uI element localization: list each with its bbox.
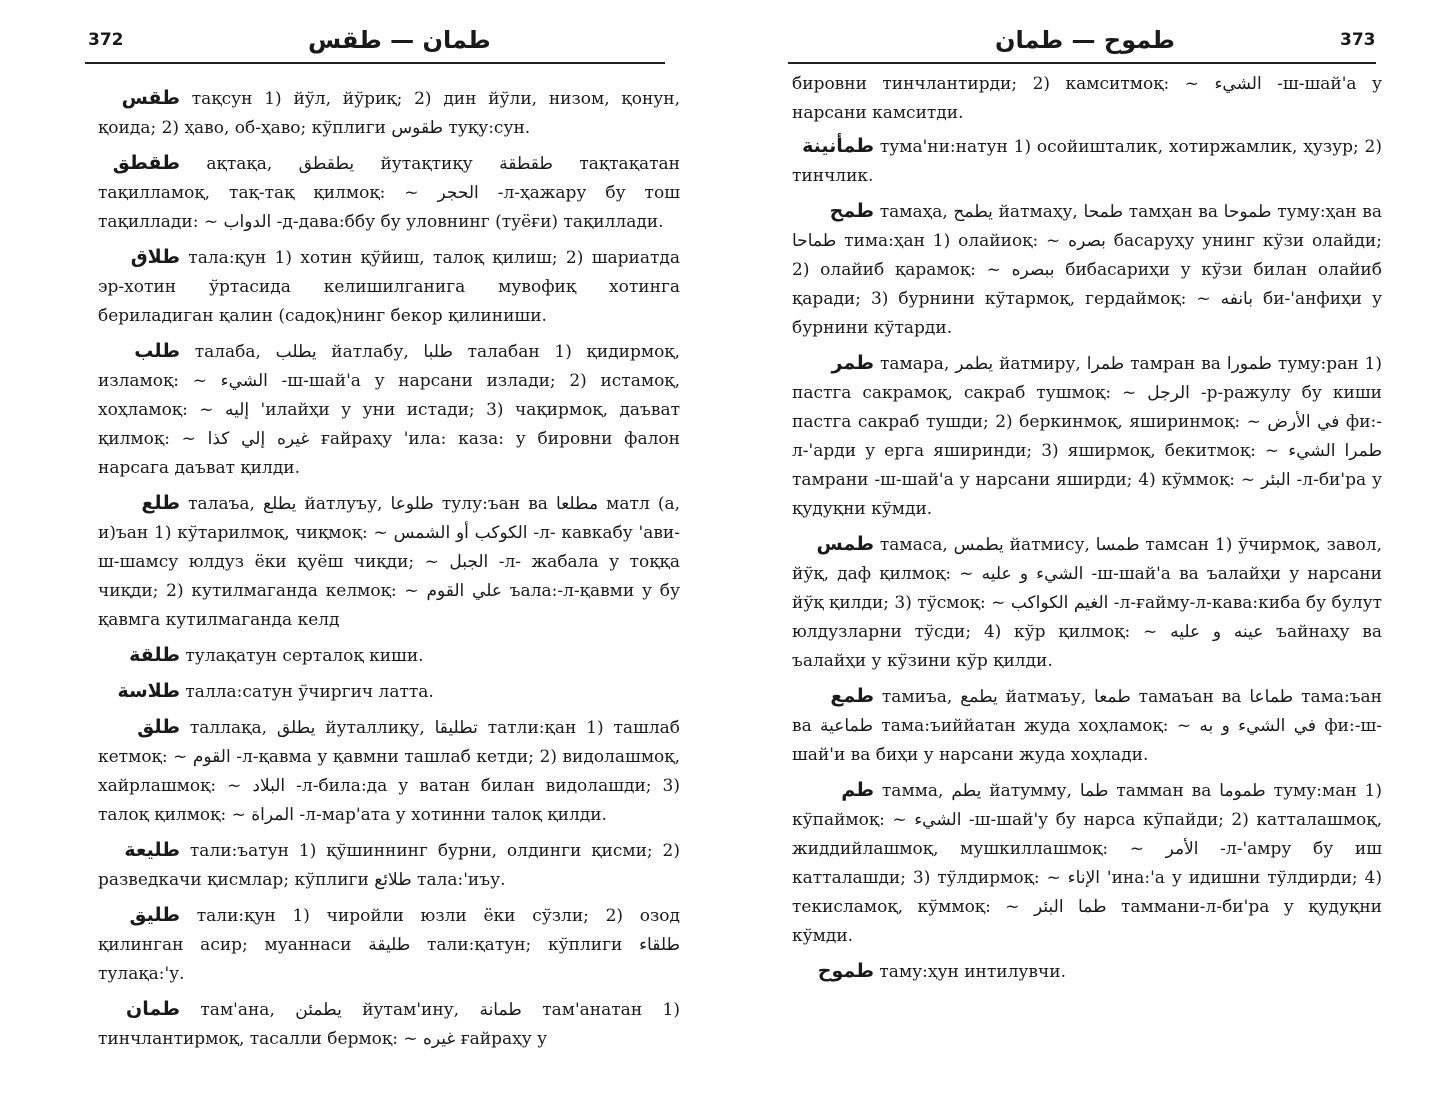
dictionary-entry: [98, 489, 680, 635]
entry-text: таму:ҳун интилувчи.: [879, 962, 1066, 982]
entry-text: талаба, يطلب йатлабу, طلبا талабан 1) қидирмоқ, изламоқ: ~ الشيء -ш-шай'а у нарсани излади; 2) истамоқ, хоҳламоқ: ~ إليه 'илайҳи у уни истади; 3) чақирмоқ, даъват қилмоқ: ~ غيره إلي كذا ғайраҳу 'ила: каза: у бировни фалон нарсага даъват қилди.: [98, 342, 681, 478]
entry-text: талла:сатун ўчиргич латта.: [185, 682, 434, 702]
header-rule: [788, 62, 1376, 64]
dictionary-entry: [98, 337, 680, 483]
arabic-headword: طليعة: [124, 839, 180, 861]
entry-text: тамиъа, يطمع йатмаъу, طمعا тамаъан ва طماعا тама:ъан ва طماعية тама:ъиййатан жуда хоҳламоқ: ~ في الشيء و به фи:-ш-шай'и ва биҳи у нарсани жуда хоҳлади.: [792, 687, 1383, 765]
dictionary-entry: [792, 349, 1382, 524]
dictionary-entry: [792, 776, 1382, 951]
left-page-body: [98, 84, 680, 1060]
entry-text: талаъа, يطلع йатлуъу, طلوعا тулу:ъан ва مطلعا матл (а, и)ъан 1) кўтарилмоқ, чиқмоқ: ~ الكوكب أو الشمس -л- кавкабу 'ави-ш-шамсу юлдуз ёки қуёш чиқди; ~ الجبل -л- жабала у тоққа чиқди; 2) кутилмаганда келмоқ: ~ علي القوم ъала:-л-қавми у бу қавмга кутилмаганда келд: [98, 494, 681, 630]
dictionary-entry: [98, 641, 680, 671]
dictionary-entry: [792, 132, 1382, 191]
arabic-headword: طلع: [141, 492, 180, 514]
entry-text: таллақа, يطلق йуталлиқу, تطليقا татли:қан 1) ташлаб кетмоқ: ~ القوم -л-қавма у қавмни ташлаб кетди; 2) видолашмоқ, хайрлашмоқ: ~ البلاد -л-била:да у ватан билан видолашди; 3) талоқ қилмоқ: ~ المراة -л-мар'ата у хотинни талоқ қилди.: [98, 718, 680, 825]
continued-text: бировни тинчлантирди; 2) камситмоқ: ~ الشيء -ш-шай'а у нарсани камситди.: [792, 74, 1382, 123]
dictionary-entry: [98, 713, 680, 830]
entry-text: тулақатун серталоқ киши.: [185, 646, 424, 666]
running-head: طمان — طقس: [308, 26, 491, 54]
arabic-headword: طموح: [817, 960, 874, 982]
arabic-headword: طلاق: [130, 246, 180, 268]
dictionary-entry: [792, 530, 1382, 676]
dictionary-entry: [792, 197, 1382, 343]
arabic-headword: طقطق: [112, 152, 180, 174]
entry-text: тамаса, يطمس йатмису, طمسا тамсан 1) ўчирмоқ, завол, йўқ, даф қилмоқ: ~ الشيء و عليه -ш-шай'а ва ъалайҳи у нарсани йўқ қилди; 3) тўсмоқ: ~ الغيم الكواكب -л-ғайму-л-кава:киба бу булут юлдузларни тўсди; 4) кўр қилмоқ: ~ عينه و عليه ъайнаҳу ва ъалайҳи у кўзини кўр қилди.: [792, 535, 1383, 671]
dictionary-entry: [792, 682, 1382, 770]
arabic-headword: طمس: [816, 533, 874, 555]
arabic-headword: طمع: [830, 685, 874, 707]
header-rule: [85, 62, 665, 64]
dictionary-entry: [98, 243, 680, 331]
right-page: [720, 0, 1440, 1114]
dictionary-entry: [98, 84, 680, 143]
entry-text: тали:ъатун 1) қўшиннинг бурни, олдинги қисми; 2) разведкачи қисмлар; кўплиги طلائع тала:'иъу.: [98, 841, 680, 890]
entry-text: тамаҳа, يطمح йатмаҳу, طمحا тамҳан ва طموحا туму:ҳан ва طماحا тима:ҳан 1) олайиоқ: ~ بصره басаруҳу унинг кўзи олайди; 2) олайиб қарамоқ: ~ ببصره бибасариҳи у кўзи билан олайиб қаради; 3) бурнини кўтармоқ, гердаймоқ: ~ بانفه би-'анфиҳи у бурнини кўтарди.: [792, 202, 1383, 338]
entry-text: тамара, يطمر йатмиру, طمرا тамран ва طمورا туму:ран 1) пастга сакрамоқ, сакраб тушмоқ: ~ الرجل -р-ражулу бу киши пастга сакраб тушди; 2) беркинмоқ, яширинмоқ: ~ في الأرض фи:-л-'арди у ерга яширинди; 3) яширмоқ, бекитмоқ: ~ طمرا الشيء тамрани -ш-шай'а у нарсани яширди; 4) кўммоқ: ~ البئر -л-би'ра у қудуқни кўмди.: [792, 354, 1383, 519]
dictionary-entry: [98, 901, 680, 989]
entry-text: тума'ни:натун 1) осойишталик, хотиржамлик, ҳузур; 2) тинчлик.: [792, 137, 1383, 186]
entry-text: ақтақа, يطقطق йутақтиқу طقطقة тақтақатан тақилламоқ, тақ-тақ қилмоқ: ~ الحجر -л-ҳажару бу тош тақиллади: ~ الدواب -д-дава:ббу бу уловнинг (туёғи) тақиллади.: [98, 154, 681, 232]
arabic-headword: طليق: [129, 904, 180, 926]
running-head: طموح — طمان: [995, 26, 1175, 54]
arabic-headword: طلق: [137, 716, 180, 738]
arabic-headword: طلقة: [129, 644, 180, 666]
arabic-headword: طمأنينة: [802, 135, 874, 157]
arabic-headword: طمان: [126, 998, 180, 1020]
arabic-headword: طم: [841, 779, 874, 801]
entry-text: тамма, يطم йатумму, طما тамман ва طموما туму:ман 1) кўпаймоқ: ~ الشيء -ш-шай'у бу нарса кўпайди; 2) катталашмоқ, жиддийлашмоқ, мушкиллашмоқ: ~ الأمر -л-'амру бу иш катталашди; 3) тўлдирмоқ: ~ الإناء 'ина:'а у идишни тўлдирди; 4) текисламоқ, кўммоқ: ~ طما البئر таммани-л-би'ра у қудуқни кўмди.: [792, 781, 1383, 946]
arabic-headword: طمر: [831, 352, 874, 374]
entry-text: там'ана, يطمئن йутам'ину, طمانة там'анатан 1) тинчлантирмоқ, тасалли бермоқ: ~ غيره ғайраҳу у: [98, 1000, 680, 1049]
page-number: 372: [88, 30, 124, 50]
entry-text: тали:қун 1) чиройли юзли ёки сўзли; 2) озод қилинган асир; муаннаси طليقة тали:қатун; кўплиги طلقاء тулақа:'у.: [98, 906, 680, 984]
dictionary-entry: [792, 957, 1382, 987]
right-page-body: [792, 70, 1382, 993]
arabic-headword: طلاسة: [117, 680, 180, 702]
arabic-headword: طلب: [134, 340, 180, 362]
page-number: 373: [1340, 30, 1376, 50]
dictionary-entry: [98, 677, 680, 707]
dictionary-entry: [98, 836, 680, 895]
entry-text: тала:қун 1) хотин қўйиш, талоқ қилиш; 2) шариатда эр-хотин ўртасида келишилганига мувофиқ хотинга бериладиган қалин (садоқ)нинг бекор қилиниши.: [98, 248, 680, 326]
arabic-headword: طمح: [829, 200, 874, 222]
arabic-headword: طقس: [121, 87, 180, 109]
dictionary-entry: [98, 149, 680, 237]
entry-text: тақсун 1) йўл, йўриқ; 2) дин йўли, низом, қонун, қоида; 2) ҳаво, об-ҳаво; кўплиги طقوس туқу:сун.: [98, 89, 681, 138]
dictionary-entry: [98, 995, 680, 1054]
